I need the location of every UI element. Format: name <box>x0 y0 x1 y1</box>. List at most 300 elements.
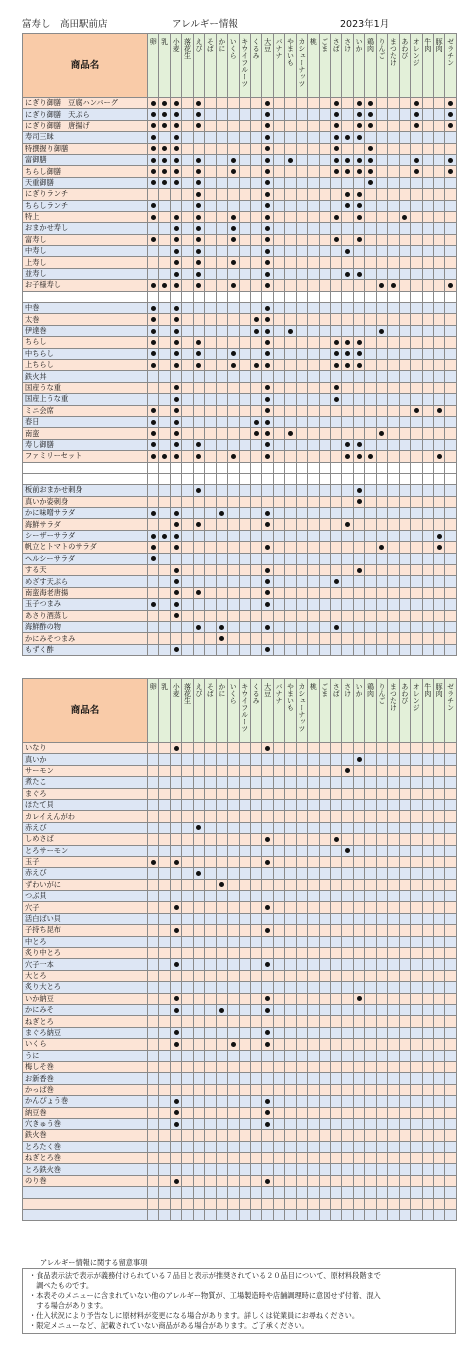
allergen-cell <box>159 416 170 427</box>
allergen-cell <box>376 1210 387 1221</box>
allergen-cell <box>422 1084 433 1095</box>
allergen-cell <box>319 1187 330 1198</box>
allergen-cell <box>331 788 342 799</box>
allergen-cell <box>331 542 342 553</box>
contains-dot-icon <box>345 454 350 459</box>
allergen-cell <box>399 1141 410 1152</box>
allergen-cell <box>205 1107 216 1118</box>
allergen-label: 豚肉 <box>435 683 444 697</box>
allergen-cell <box>205 211 216 222</box>
allergen-cell <box>433 416 444 427</box>
product-name: とろ鉄火巻 <box>23 1164 148 1175</box>
allergen-cell <box>285 211 296 222</box>
allergen-cell <box>388 913 399 924</box>
allergen-cell <box>296 1107 307 1118</box>
allergen-cell <box>273 496 284 507</box>
allergen-cell <box>170 1198 181 1209</box>
allergen-cell <box>331 109 342 120</box>
allergen-cell <box>262 154 273 165</box>
allergen-cell <box>365 223 376 234</box>
allergen-cell <box>399 948 410 959</box>
allergen-cell <box>445 644 456 655</box>
allergen-cell <box>433 633 444 644</box>
allergen-cell <box>342 1175 353 1186</box>
allergen-cell <box>239 371 250 382</box>
allergen-cell <box>342 1039 353 1050</box>
allergen-cell <box>170 132 181 143</box>
note-line: ・本表そのメニューに含まれていない他のアレルギー物質が、工場製造時や店舗調理時に意図せず付着、混入 <box>29 1291 381 1300</box>
allergen-cell <box>353 868 364 879</box>
allergen-cell <box>433 211 444 222</box>
contains-dot-icon <box>174 1042 179 1047</box>
allergen-cell <box>170 98 181 109</box>
contains-dot-icon <box>265 1099 270 1104</box>
allergen-cell <box>296 211 307 222</box>
allergen-cell <box>159 109 170 120</box>
allergen-cell <box>182 754 193 765</box>
allergen-cell <box>250 633 261 644</box>
allergen-cell <box>193 970 204 981</box>
allergen-cell <box>411 530 422 541</box>
allergen-cell <box>159 553 170 564</box>
allergen-cell <box>365 325 376 336</box>
allergen-cell <box>193 451 204 462</box>
allergen-cell <box>353 1130 364 1141</box>
allergen-cell <box>319 1210 330 1221</box>
allergen-cell <box>376 1141 387 1152</box>
allergen-cell <box>365 348 376 359</box>
allergen-cell <box>216 200 227 211</box>
allergen-cell <box>148 496 159 507</box>
allergen-cell <box>285 936 296 947</box>
product-name: 太巻 <box>23 314 148 325</box>
allergen-cell <box>411 485 422 496</box>
allergen-cell <box>365 485 376 496</box>
table-row <box>23 325 457 336</box>
allergen-cell <box>205 799 216 810</box>
contains-dot-icon <box>265 101 270 106</box>
allergen-cell <box>399 485 410 496</box>
allergen-cell <box>422 348 433 359</box>
allergen-cell <box>353 405 364 416</box>
table-row <box>23 348 457 359</box>
allergen-cell <box>445 1050 456 1061</box>
column-header-allergen <box>216 679 227 743</box>
allergen-cell <box>388 902 399 913</box>
allergen-cell <box>159 473 170 484</box>
allergen-cell <box>148 508 159 519</box>
allergen-cell <box>308 925 319 936</box>
allergen-cell <box>445 936 456 947</box>
allergen-cell <box>399 845 410 856</box>
allergen-cell <box>285 166 296 177</box>
allergen-cell <box>228 519 239 530</box>
allergen-cell <box>193 856 204 867</box>
allergen-cell <box>170 268 181 279</box>
allergen-cell <box>342 530 353 541</box>
allergen-cell <box>422 633 433 644</box>
allergen-cell <box>365 530 376 541</box>
allergen-cell <box>411 496 422 507</box>
allergen-cell <box>148 428 159 439</box>
allergen-cell <box>376 868 387 879</box>
contains-dot-icon <box>231 215 236 220</box>
allergen-cell <box>228 154 239 165</box>
allergen-cell <box>422 788 433 799</box>
table-row <box>23 982 457 993</box>
allergen-cell <box>193 891 204 902</box>
allergen-cell <box>273 1141 284 1152</box>
allergen-cell <box>262 1198 273 1209</box>
contains-dot-icon <box>265 1122 270 1127</box>
allergen-cell <box>399 1118 410 1129</box>
contains-dot-icon <box>357 757 362 762</box>
allergen-cell <box>353 211 364 222</box>
allergen-cell <box>262 891 273 902</box>
allergen-cell <box>239 337 250 348</box>
allergen-cell <box>308 743 319 754</box>
allergen-cell <box>365 1187 376 1198</box>
allergen-cell <box>296 1084 307 1095</box>
allergen-cell <box>228 109 239 120</box>
allergen-cell <box>319 200 330 211</box>
contains-dot-icon <box>357 996 362 1001</box>
allergen-cell <box>365 303 376 314</box>
allergen-cell <box>159 936 170 947</box>
allergen-cell <box>365 868 376 879</box>
allergen-cell <box>228 777 239 788</box>
allergen-cell <box>308 1107 319 1118</box>
allergen-cell <box>216 765 227 776</box>
allergen-cell <box>148 868 159 879</box>
allergen-cell <box>170 234 181 245</box>
allergen-cell <box>308 1096 319 1107</box>
allergen-cell <box>319 845 330 856</box>
allergen-cell <box>319 1107 330 1118</box>
allergen-cell <box>342 325 353 336</box>
allergen-cell <box>331 211 342 222</box>
allergen-cell <box>205 280 216 291</box>
allergen-cell <box>170 519 181 530</box>
allergen-cell <box>422 530 433 541</box>
contains-dot-icon <box>265 1110 270 1115</box>
allergen-cell <box>422 553 433 564</box>
allergen-cell <box>250 879 261 890</box>
allergen-cell <box>422 902 433 913</box>
allergen-cell <box>319 1118 330 1129</box>
contains-dot-icon <box>334 158 339 163</box>
allergen-cell <box>296 765 307 776</box>
product-name: ちらし御膳 <box>23 166 148 177</box>
allergen-cell <box>365 936 376 947</box>
allergen-cell <box>296 268 307 279</box>
allergen-cell <box>433 799 444 810</box>
allergen-cell <box>342 959 353 970</box>
allergen-cell <box>148 451 159 462</box>
column-header-allergen <box>296 679 307 743</box>
table-row <box>23 268 457 279</box>
allergen-cell <box>433 1027 444 1038</box>
allergen-cell <box>250 303 261 314</box>
allergen-cell <box>388 508 399 519</box>
allergen-cell <box>422 879 433 890</box>
allergen-cell <box>228 936 239 947</box>
allergen-cell <box>411 1050 422 1061</box>
allergen-cell <box>411 473 422 484</box>
allergen-cell <box>399 519 410 530</box>
allergen-cell <box>170 1039 181 1050</box>
allergen-cell <box>273 993 284 1004</box>
allergen-cell <box>422 777 433 788</box>
contains-dot-icon <box>334 625 339 630</box>
allergen-cell <box>216 743 227 754</box>
product-name: ねぎとろ巻 <box>23 1153 148 1164</box>
allergen-cell <box>273 553 284 564</box>
allergen-cell <box>159 788 170 799</box>
allergen-cell <box>365 314 376 325</box>
allergen-cell <box>308 394 319 405</box>
allergen-cell <box>182 166 193 177</box>
allergen-cell <box>353 496 364 507</box>
allergen-cell <box>239 132 250 143</box>
allergen-cell <box>422 120 433 131</box>
allergen-cell <box>182 462 193 473</box>
allergen-cell <box>182 788 193 799</box>
allergen-cell <box>411 913 422 924</box>
allergen-cell <box>250 868 261 879</box>
product-name: つぶ貝 <box>23 891 148 902</box>
product-name: めざす天ぷら <box>23 576 148 587</box>
allergen-cell <box>159 508 170 519</box>
allergen-cell <box>376 473 387 484</box>
allergen-cell <box>250 234 261 245</box>
allergen-cell <box>445 576 456 587</box>
allergen-cell <box>193 508 204 519</box>
allergen-cell <box>342 382 353 393</box>
allergen-cell <box>422 856 433 867</box>
allergen-cell <box>170 416 181 427</box>
contains-dot-icon <box>265 135 270 140</box>
allergen-label: バナナ <box>275 683 284 704</box>
allergen-cell <box>445 822 456 833</box>
allergen-cell <box>319 811 330 822</box>
allergen-cell <box>411 439 422 450</box>
contains-dot-icon <box>151 215 156 220</box>
allergen-cell <box>296 166 307 177</box>
note-line: ・仕入状況により予告なしに原材料が変更になる場合があります。詳しくは従業員にお尋ねください。 <box>29 1311 360 1320</box>
allergen-cell <box>388 1130 399 1141</box>
allergen-cell <box>399 394 410 405</box>
allergen-cell <box>250 1004 261 1015</box>
allergen-cell <box>250 891 261 902</box>
contains-dot-icon <box>265 249 270 254</box>
allergen-cell <box>331 303 342 314</box>
allergen-cell <box>193 959 204 970</box>
allergen-cell <box>411 822 422 833</box>
allergen-cell <box>228 576 239 587</box>
allergen-cell <box>228 451 239 462</box>
allergen-cell <box>411 587 422 598</box>
allergen-cell <box>433 257 444 268</box>
allergen-cell <box>365 473 376 484</box>
allergen-cell <box>376 891 387 902</box>
allergen-cell <box>319 416 330 427</box>
allergen-cell <box>445 1130 456 1141</box>
allergen-cell <box>422 496 433 507</box>
allergen-cell <box>388 462 399 473</box>
allergen-cell <box>262 845 273 856</box>
allergen-cell <box>319 268 330 279</box>
allergen-cell <box>308 1210 319 1221</box>
allergen-cell <box>388 519 399 530</box>
allergen-cell <box>193 644 204 655</box>
allergen-cell <box>239 1096 250 1107</box>
allergen-cell <box>182 416 193 427</box>
allergen-cell <box>239 120 250 131</box>
allergen-cell <box>319 1027 330 1038</box>
allergen-cell <box>388 822 399 833</box>
allergen-cell <box>445 143 456 154</box>
allergen-cell <box>422 565 433 576</box>
allergen-cell <box>193 1118 204 1129</box>
allergen-cell <box>148 189 159 200</box>
allergen-cell <box>250 268 261 279</box>
contains-dot-icon <box>334 135 339 140</box>
column-header-allergen <box>342 679 353 743</box>
allergen-cell <box>205 325 216 336</box>
allergen-cell <box>376 834 387 845</box>
allergen-cell <box>285 143 296 154</box>
product-name: 穴きゅう巻 <box>23 1118 148 1129</box>
allergen-cell <box>411 1130 422 1141</box>
contains-dot-icon <box>357 363 362 368</box>
allergen-cell <box>331 982 342 993</box>
allergen-cell <box>216 845 227 856</box>
allergen-cell <box>422 576 433 587</box>
allergen-cell <box>239 303 250 314</box>
allergen-cell <box>308 777 319 788</box>
allergen-cell <box>388 120 399 131</box>
allergen-cell <box>399 553 410 564</box>
contains-dot-icon <box>265 329 270 334</box>
allergen-cell <box>319 98 330 109</box>
allergen-cell <box>193 1153 204 1164</box>
allergen-cell <box>285 428 296 439</box>
contains-dot-icon <box>174 408 179 413</box>
allergen-cell <box>239 913 250 924</box>
allergen-cell <box>250 200 261 211</box>
allergen-cell <box>388 868 399 879</box>
allergen-cell <box>170 777 181 788</box>
allergen-cell <box>262 223 273 234</box>
table-row <box>23 542 457 553</box>
allergen-cell <box>159 132 170 143</box>
column-header-allergen <box>365 34 376 98</box>
allergen-cell <box>262 948 273 959</box>
allergen-cell <box>239 1039 250 1050</box>
allergen-cell <box>319 132 330 143</box>
column-header-allergen <box>388 679 399 743</box>
allergen-cell <box>273 485 284 496</box>
allergen-cell <box>216 280 227 291</box>
contains-dot-icon <box>288 431 293 436</box>
contains-dot-icon <box>196 158 201 163</box>
allergen-cell <box>411 1198 422 1209</box>
allergen-cell <box>388 451 399 462</box>
allergen-cell <box>342 1004 353 1015</box>
allergen-cell <box>388 644 399 655</box>
allergen-cell <box>388 1175 399 1186</box>
allergen-cell <box>273 337 284 348</box>
allergen-cell <box>273 856 284 867</box>
allergen-cell <box>331 1073 342 1084</box>
contains-dot-icon <box>334 579 339 584</box>
contains-dot-icon <box>357 488 362 493</box>
allergen-cell <box>342 211 353 222</box>
allergen-cell <box>422 1175 433 1186</box>
allergen-cell <box>159 268 170 279</box>
allergen-cell <box>331 610 342 621</box>
allergen-cell <box>331 576 342 587</box>
allergen-cell <box>193 799 204 810</box>
allergen-cell <box>411 599 422 610</box>
allergen-cell <box>216 143 227 154</box>
contains-dot-icon <box>162 180 167 185</box>
allergen-cell <box>216 508 227 519</box>
allergen-cell <box>422 1164 433 1175</box>
allergen-cell <box>216 428 227 439</box>
allergen-cell <box>205 428 216 439</box>
allergen-cell <box>193 519 204 530</box>
allergen-cell <box>285 879 296 890</box>
allergen-cell <box>319 1084 330 1095</box>
allergen-cell <box>296 325 307 336</box>
allergen-cell <box>353 1050 364 1061</box>
table-row <box>23 743 457 754</box>
allergen-cell <box>422 508 433 519</box>
allergen-cell <box>319 246 330 257</box>
allergen-cell <box>148 1153 159 1164</box>
allergen-cell <box>399 359 410 370</box>
product-name <box>23 462 148 473</box>
allergen-cell <box>433 530 444 541</box>
allergen-cell <box>308 98 319 109</box>
allergen-cell <box>308 856 319 867</box>
allergen-cell <box>182 1061 193 1072</box>
allergen-cell <box>239 325 250 336</box>
allergen-cell <box>433 405 444 416</box>
allergen-cell <box>388 325 399 336</box>
allergen-cell <box>399 542 410 553</box>
allergen-cell <box>388 1198 399 1209</box>
allergen-cell <box>193 416 204 427</box>
allergen-cell <box>433 189 444 200</box>
allergen-cell <box>411 109 422 120</box>
allergen-cell <box>228 473 239 484</box>
allergen-cell <box>193 834 204 845</box>
contains-dot-icon <box>265 112 270 117</box>
allergen-cell <box>365 291 376 302</box>
allergen-cell <box>342 428 353 439</box>
table-row <box>23 777 457 788</box>
allergen-cell <box>433 325 444 336</box>
allergen-cell <box>411 394 422 405</box>
allergen-cell <box>193 109 204 120</box>
allergen-label: くるみ <box>252 683 261 704</box>
contains-dot-icon <box>368 158 373 163</box>
allergen-cell <box>422 382 433 393</box>
allergen-cell <box>365 856 376 867</box>
